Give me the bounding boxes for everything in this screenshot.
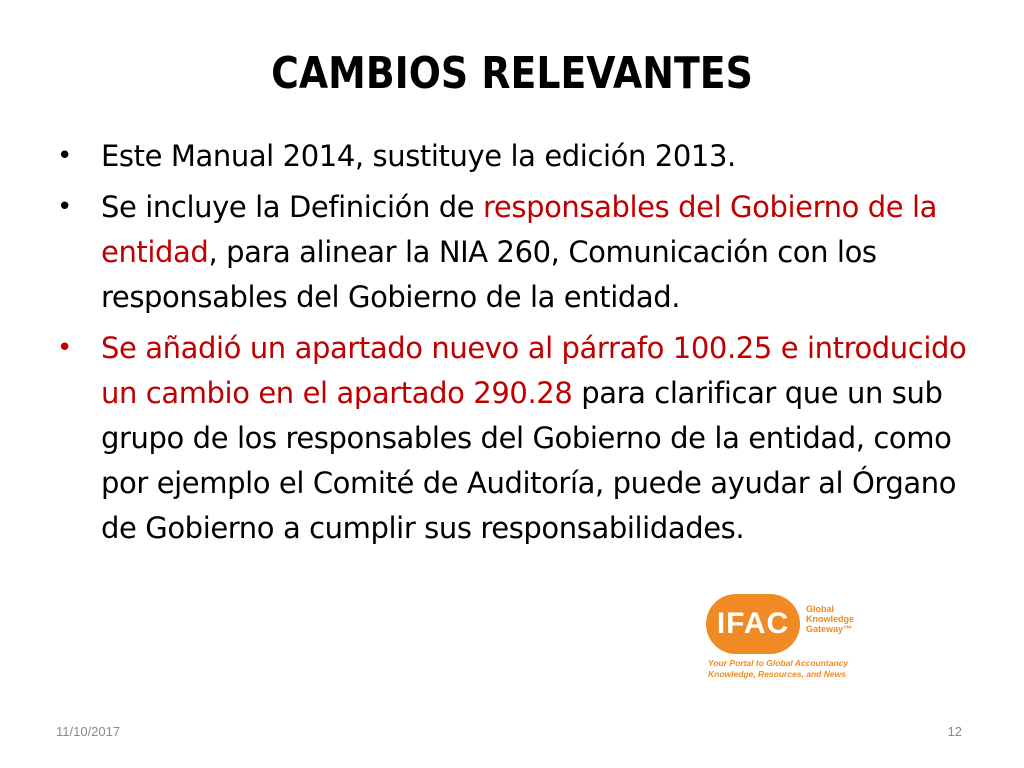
bullet-text: Este Manual 2014, sustituye la edición 2013. — [101, 139, 736, 173]
ifac-logo-name — [806, 604, 854, 634]
bullet-marker: • — [57, 333, 72, 363]
ifac-logo-line: Knowledge — [806, 614, 855, 624]
bullet-item — [53, 134, 993, 179]
bullet-highlight: responsables del Gobierno de la entidad — [101, 190, 938, 269]
ifac-logo — [706, 594, 876, 686]
bullet-marker: • — [57, 192, 72, 222]
bullet-text: Se incluye la Definición de — [101, 190, 484, 224]
bullet-highlight: Se añadió un apartado nuevo al párrafo 100.25 e introducido un cambio en el apartado 290.28 — [101, 331, 967, 410]
bullet-item — [53, 185, 993, 320]
bullet-text: para clarificar que un sub grupo de los responsables del Gobierno de la entidad, como por ejemplo el Comité de Auditoría, puede ayudar al Órgano de Gobierno a cumplir sus responsabilidades. — [101, 376, 957, 545]
bullet-marker: • — [57, 141, 72, 171]
footer-date: 11/10/2017 — [56, 724, 121, 739]
ifac-logo-line: Gateway™ — [806, 624, 853, 634]
page-number: 12 — [947, 724, 962, 739]
ifac-logo-tagline — [708, 658, 848, 680]
ifac-tagline-line: Your Portal to Global Accountancy — [708, 658, 849, 668]
bullet-text: , para alinear la NIA 260, Comunicación con los responsables del Gobierno de la entidad. — [101, 235, 877, 314]
slide-title: CAMBIOS RELEVANTES — [271, 48, 753, 99]
ifac-logo-line: Global — [806, 604, 835, 614]
ifac-tagline-line: Knowledge, Resources, and News — [708, 669, 846, 679]
bullet-item — [53, 326, 993, 551]
ifac-logo-mark: IFAC — [706, 594, 800, 654]
bullet-list — [53, 134, 993, 557]
